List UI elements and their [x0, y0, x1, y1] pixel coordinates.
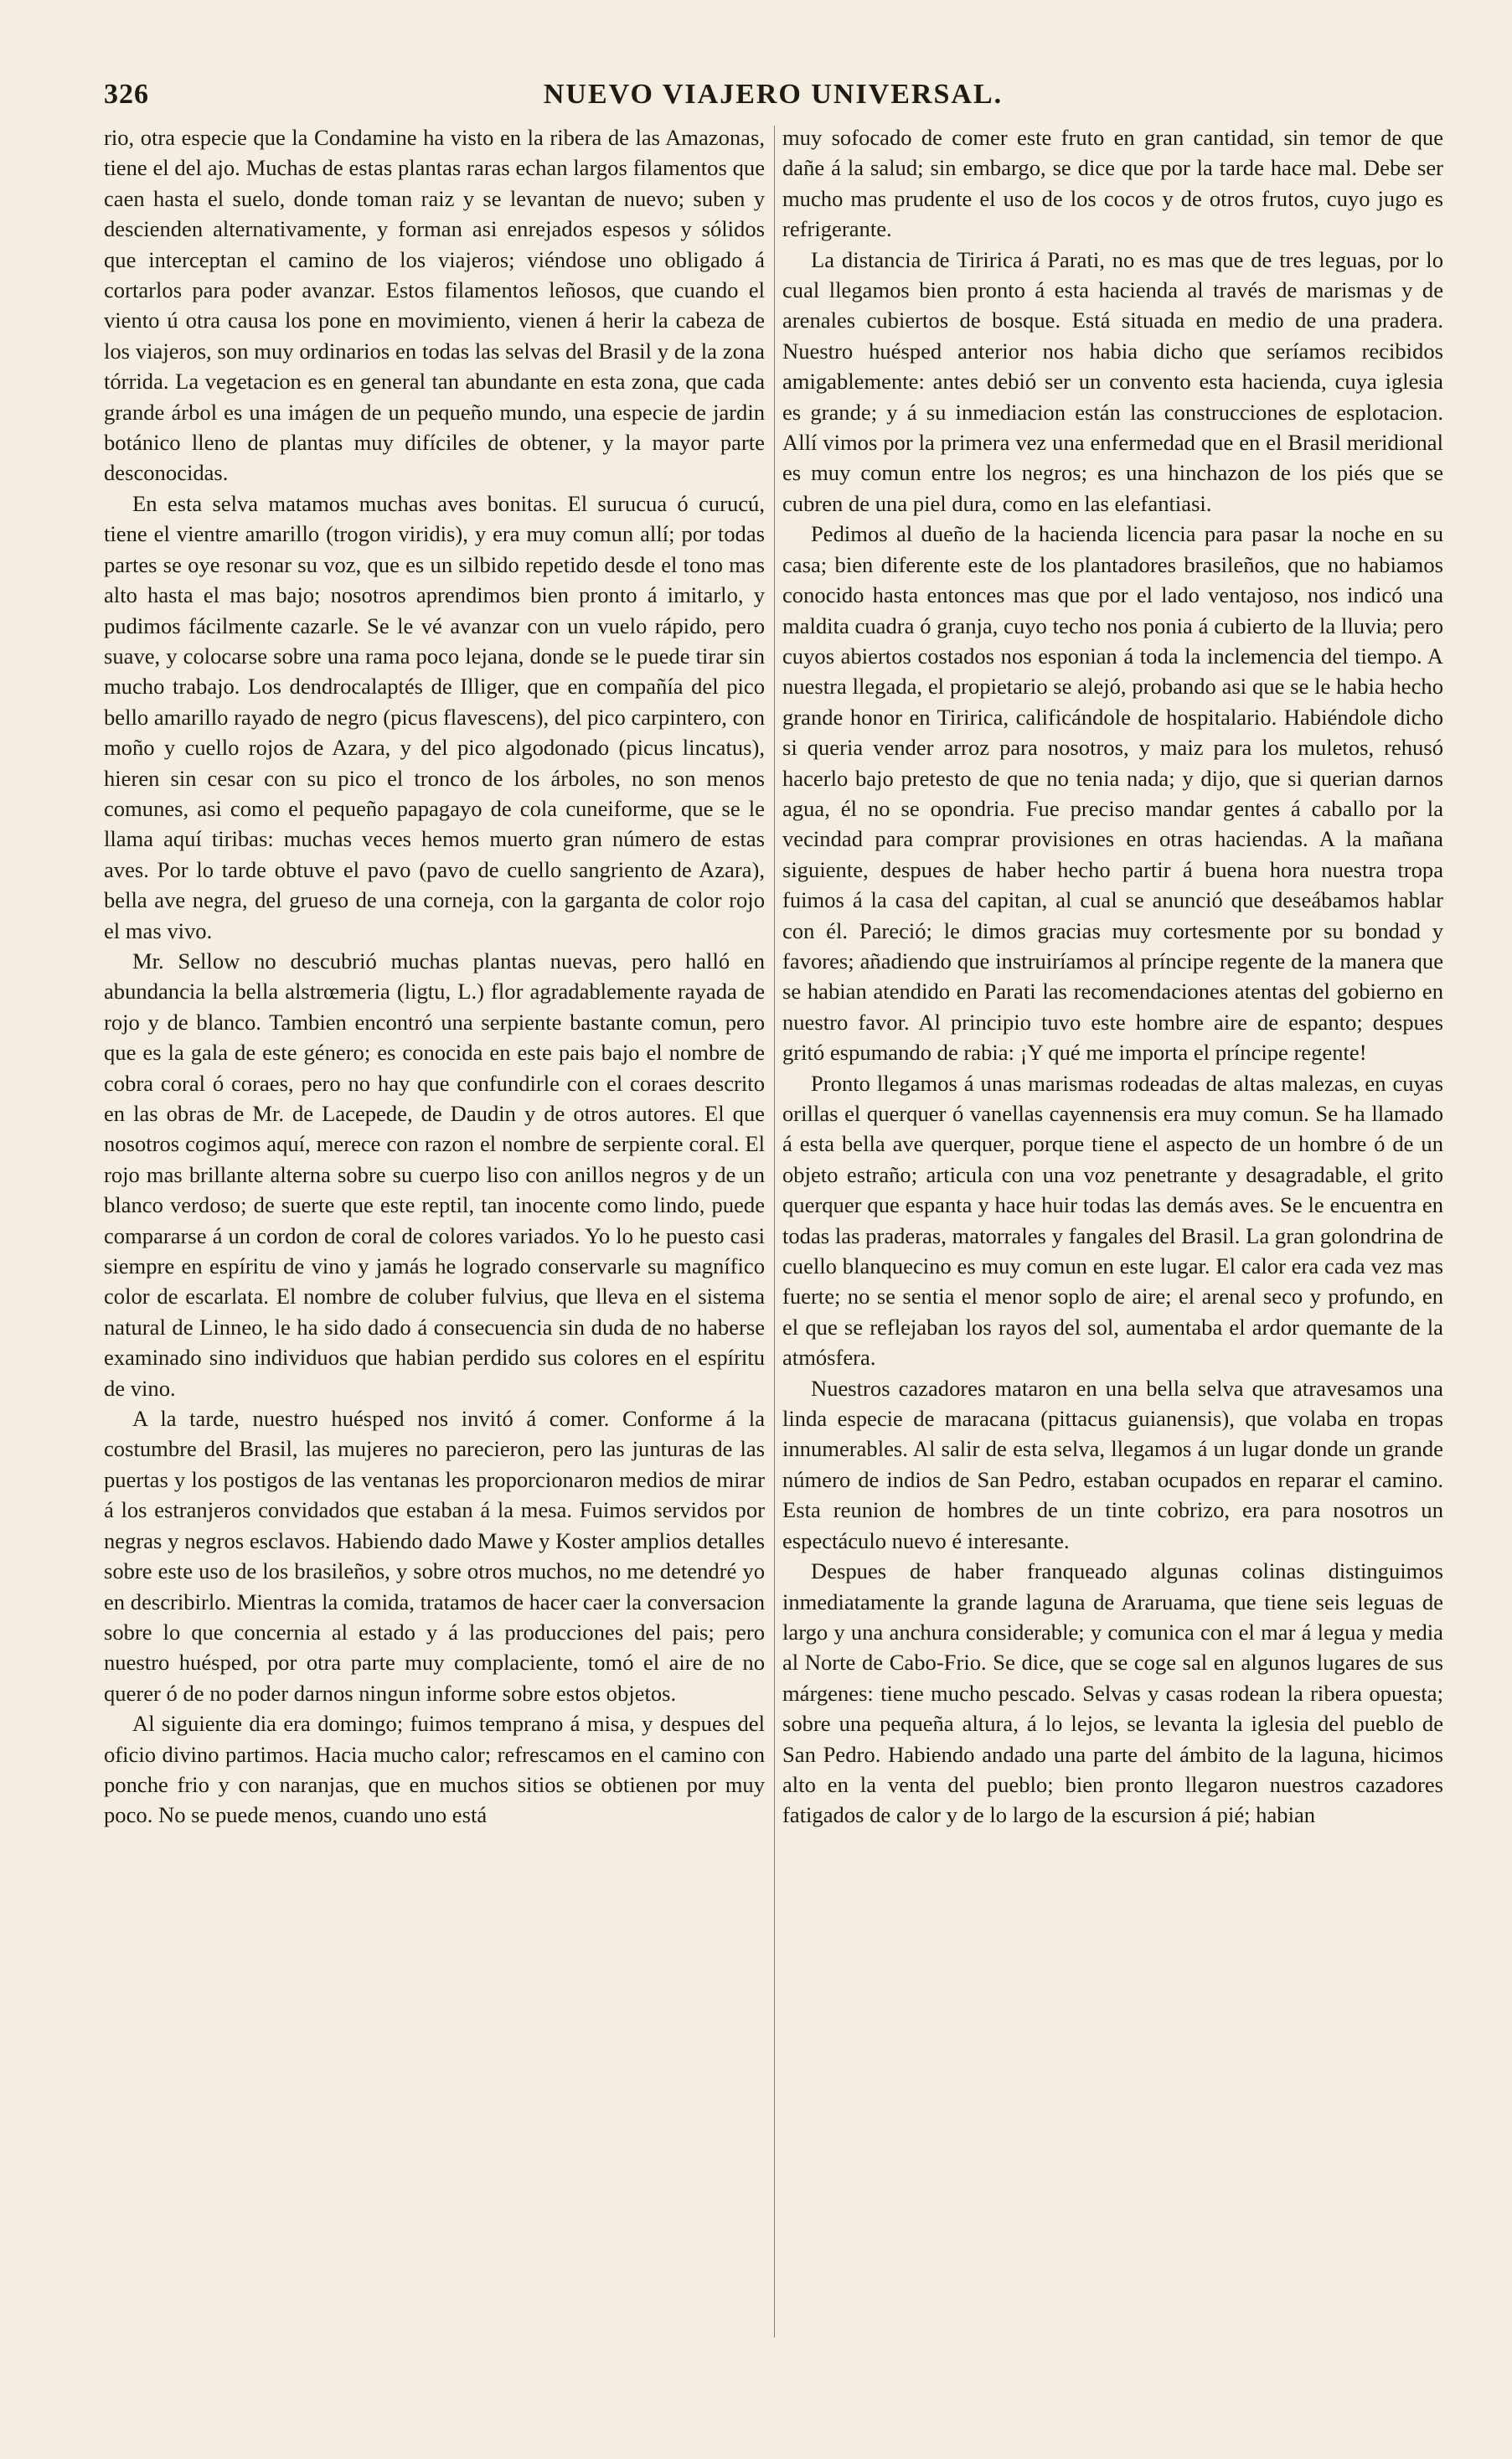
paragraph: rio, otra especie que la Condamine ha visto en la ribera de las Amazonas, tiene el del ajo. Muchas de estas plantas raras echan largos filamentos que caen hasta el suelo, donde toman raiz y se levantan de nuevo; suben y descienden alternativamente, y forman asi enrejados espesos y sólidos que interceptan el camino de los viajeros; viéndose uno obligado á cortarlos para poder avanzar. Estos filamentos leñosos, que cuando el viento ú otra causa los pone en movimiento, vienen á herir la cabeza de los viajeros, son muy ordinarios en todas las selvas del Brasil y de la zona tórrida. La vegetacion es en general tan abundante en esta zona, que cada grande árbol es una imágen de un pequeño mundo, una especie de jardin botánico lleno de plantas muy difíciles de obtener, y la mayor parte desconocidas.: [104, 125, 765, 486]
page-number: 326: [104, 79, 149, 110]
column-divider: [774, 126, 775, 2338]
paragraph: Despues de haber franqueado algunas colinas distinguimos inmediatamente la grande laguna de Araruama, que tiene seis leguas de largo y una anchura considerable; y comunica con el mar á legua y media al Norte de Cabo-Frio. Se dice, que se coge sal en algunos lugares de sus márgenes: tiene mucho pescado. Selvas y casas rodean la ribera opuesta; sobre una pequeña altura, á lo lejos, se levanta la iglesia del pueblo de San Pedro. Habiendo andado una parte del ámbito de la laguna, hicimos alto en la venta del pueblo; bien pronto llegaron nuestros cazadores fatigados de calor y de lo largo de la escursion á pié; habian: [782, 1558, 1443, 1828]
running-title: NUEVO VIAJERO UNIVERSAL.: [543, 79, 1004, 110]
right-column: [782, 122, 1443, 2351]
paragraph: Mr. Sellow no descubrió muchas plantas nuevas, pero halló en abundancia la bella alstrœmeria (ligtu, L.) flor agradablemente rayada de rojo y de blanco. Tambien encontró una serpiente bastante comun, pero que es la gala de este género; es conocida en este pais bajo el nombre de cobra coral ó coraes, pero no hay que confundirle con el coraes descrito en las obras de Mr. de Lacepede, de Daudin y de otros autores. El que nosotros cogimos aquí, merece con razon el nombre de serpiente coral. El rojo mas brillante alterna sobre su cuerpo liso con anillos negros y de un blanco verdoso; de suerte que este reptil, tan inocente como lindo, puede compararse á un cordon de coral de colores variados. Yo lo he puesto casi siempre en espíritu de vino y jamás he logrado conservarle su magnífico color de escarlata. El nombre de coluber fulvius, que lleva en el sistema natural de Linneo, le ha sido dado á consecuencia sin duda de no haberse examinado sino individuos que habian perdido sus colores en el espíritu de vino.: [104, 948, 765, 1401]
paragraph: A la tarde, nuestro huésped nos invitó á comer. Conforme á la costumbre del Brasil, las mujeres no parecieron, pero las junturas de las puertas y los postigos de las ventanas les proporcionaron medios de mirar á los estranjeros convidados que estaban á la mesa. Fuimos servidos por negras y negros esclavos. Habiendo dado Mawe y Koster amplios detalles sobre este uso de los brasileños, y sobre otros muchos, no me detendré yo en describirlo. Mientras la comida, tratamos de hacer caer la conversacion sobre lo que concernia al estado y á las producciones del pais; pero nuestro huésped, por otra parte muy complaciente, tomó el aire de no querer ó de no poder darnos ningun informe sobre estos objetos.: [104, 1406, 765, 1706]
paragraph: En esta selva matamos muchas aves bonitas. El surucua ó curucú, tiene el vientre amarillo (trogon viridis), y era muy comun allí; por todas partes se oye resonar su voz, que es un silbido repetido desde el tono mas alto hasta el mas bajo; nosotros aprendimos bien pronto á imitarlo, y pudimos fácilmente cazarle. Se le vé avanzar con un vuelo rápido, pero suave, y colocarse sobre una rama poco lejana, donde se le puede tirar sin mucho trabajo. Los dendrocalaptés de Illiger, que en compañía del pico bello amarillo rayado de negro (picus flavescens), del pico carpintero, con moño y cuello rojos de Azara, y del pico algodonado (picus lincatus), hieren sin cesar con su pico el tronco de los árboles, no son menos comunes, asi como el pequeño papagayo de cola cuneiforme, que se le llama aquí tiribas: muchas veces hemos muerto gran número de estas aves. Por lo tarde obtuve el pavo (pavo de cuello sangriento de Azara), bella ave negra, del grueso de una corneja, con la garganta de color rojo el mas vivo.: [104, 490, 765, 943]
paragraph: Pronto llegamos á unas marismas rodeadas de altas malezas, en cuyas orillas el querquer ó vanellas cayennensis era muy comun. Se ha llamado á esta bella ave querquer, porque tiene el aspecto de un hombre ó de un objeto estraño; articula con una voz penetrante y desagradable, el grito querquer que espanta y hace huir todas las demás aves. Se le encuentra en todas las praderas, matorrales y fangales del Brasil. La gran golondrina de cuello blanquecino es muy comun en este lugar. El calor era cada vez mas fuerte; no se sentia el menor soplo de aire; el arenal seco y profundo, en el que se reflejaban los rayos del sol, aumentaba el ardor quemante de la atmósfera.: [782, 1070, 1443, 1371]
page-header: [104, 79, 1442, 122]
left-column: [104, 122, 765, 2351]
paragraph: Nuestros cazadores mataron en una bella selva que atravesamos una linda especie de maracana (pittacus guianensis), que volaba en tropas innumerables. Al salir de esta selva, llegamos á un lugar donde un grande número de indios de San Pedro, estaban ocupados en reparar el camino. Esta reunion de hombres de un tinte cobrizo, era para nosotros un espectáculo nuevo é interesante.: [782, 1375, 1443, 1553]
paragraph: Pedimos al dueño de la hacienda licencia para pasar la noche en su casa; bien diferente este de los plantadores brasileños, que no habiamos conocido hasta entonces mas que por el lado ventajoso, nos indicó una maldita cuadra ó granja, cuyo techo nos ponia á cubierto de la lluvia; pero cuyos abiertos costados nos esponian á toda la inclemencia del tiempo. A nuestra llegada, el propietario se alejó, probando asi que se le habia hecho grande honor en Tiririca, calificándole de hospitalario. Habiéndole dicho si queria vender arroz para nosotros, y maiz para los muletos, rehusó hacerlo bajo pretesto de que no tenia nada; y dijo, que si querian darnos agua, él no se opondria. Fue preciso mandar gentes á caballo por la vecindad para comprar provisiones en otras haciendas. A la mañana siguiente, despues de haber hecho partir á buena hora nuestra tropa fuimos á la casa del capitan, al cual se anunció que deseábamos hablar con él. Pareció; le dimos gracias muy cortesmente por su bondad y favores; añadiendo que instruiríamos al príncipe regente de la manera que se habian atendido en Parati las recomendaciones atentas del gobierno en nuestro favor. Al principio tuvo este hombre aire de espanto; despues gritó espumando de rabia: ¡Y qué me importa el príncipe regente!: [782, 521, 1443, 1066]
paragraph: La distancia de Tiririca á Parati, no es mas que de tres leguas, por lo cual llegamos bien pronto á esta hacienda al través de marismas y de arenales cubiertos de bosque. Está situada en medio de una pradera. Nuestro huésped anterior nos habia dicho que seríamos recibidos amigablemente: antes debió ser un convento esta hacienda, cuya iglesia es grande; y á su inmediacion están las construcciones de esplotacion. Allí vimos por la primera vez una enfermedad que en el Brasil meridional es muy comun entre los negros; es una hinchazon de los piés que se cubren de una piel dura, como en las elefantiasi.: [782, 246, 1443, 516]
paragraph: Al siguiente dia era domingo; fuimos temprano á misa, y despues del oficio divino partimos. Hacia mucho calor; refrescamos en el camino con ponche frio y con naranjas, que en muchos sitios se obtienen por muy poco. No se puede menos, cuando uno está: [104, 1711, 765, 1828]
paragraph: muy sofocado de comer este fruto en gran cantidad, sin temor de que dañe á la salud; sin embargo, se dice que por la tarde hace mal. Debe ser mucho mas prudente el uso de los cocos y de otros frutos, cuyo jugo es refrigerante.: [782, 125, 1443, 242]
